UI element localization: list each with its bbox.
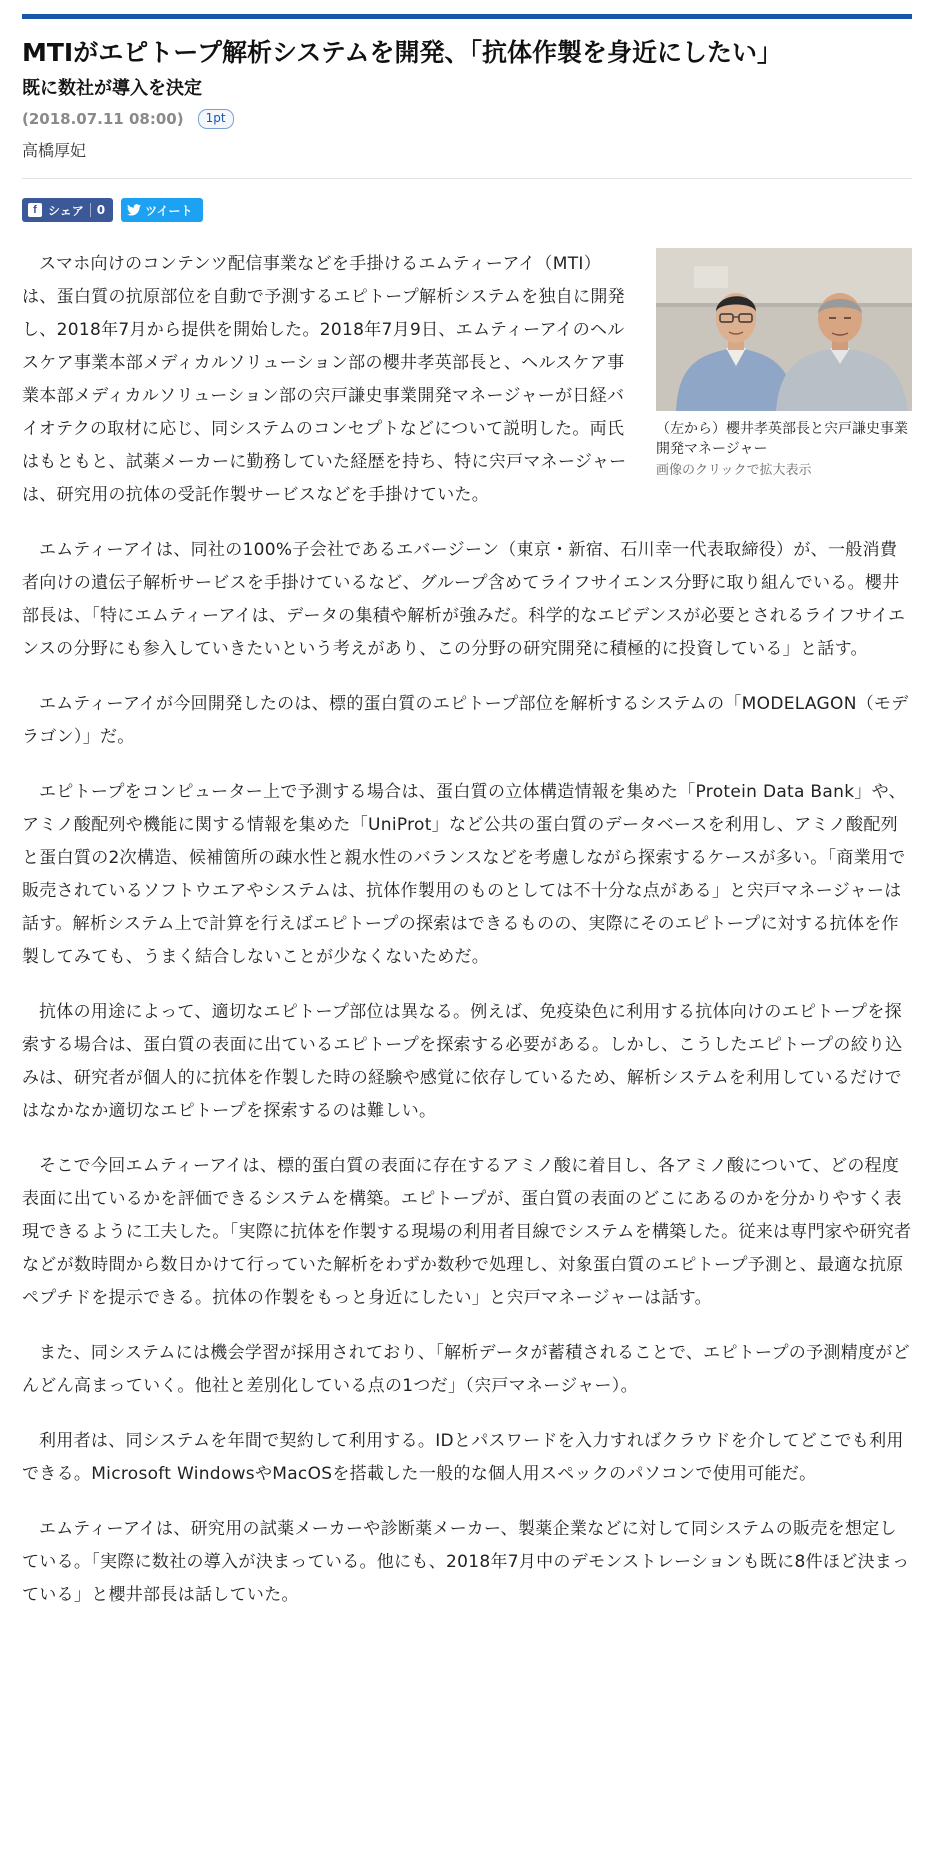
- meta-divider: [22, 178, 912, 179]
- body-paragraph: エムティーアイは、同社の100%子会社であるエバージーン（東京・新宿、石川幸一代表取締役）が、一般消費者向けの遺伝子解析サービスを手掛けているなど、グループ含めてライフサイエンス分野に取り組んでいる。櫻井部長は、「特にエムティーアイは、データの集積や解析が強みだ。科学的なエビデンスが必要とされるライフサイエンスの分野にも参入していきたいという考えがあり、この分野の研究開発に積極的に投資している」と話す。: [22, 540, 906, 659]
- enlarge-hint[interactable]: 画像のクリックで拡大表示: [656, 463, 812, 478]
- twitter-bird-icon: [127, 204, 141, 216]
- body-paragraph: 利用者は、同システムを年間で契約して利用する。IDとパスワードを入力すればクラウドを介してどこでも利用できる。Microsoft WindowsやMacOSを搭載した一般的な個人用スペックのパソコンで使用可能だ。: [22, 1431, 904, 1484]
- article-subheadline: 既に数社が導入を決定: [22, 78, 202, 99]
- body-paragraph: エピトープをコンピューター上で予測する場合は、蛋白質の立体構造情報を集めた「Protein Data Bank」や、アミノ酸配列や機能に関する情報を集めた「UniProt」など公共の蛋白質のデータベースを利用し、アミノ酸配列と蛋白質の2次構造、候補箇所の疎水性と親水性のバランスなどを考慮しながら探索するケースが多い。「商業用で販売されているソフトウエアやシステムは、抗体作製用のものとしては不十分な点がある」と宍戸マネージャーは話す。解析システム上で計算を行えばエピトープの探索はできるものの、実際にそのエピトープに対する抗体を作製してみても、うまく結合しないことが少なくないためだ。: [22, 782, 906, 967]
- points-badge[interactable]: 1pt: [198, 109, 234, 129]
- body-paragraph: そこで今回エムティーアイは、標的蛋白質の表面に存在するアミノ酸に着目し、各アミノ酸について、どの程度表面に出ているかを評価できるシステムを構築。エピトープが、蛋白質の表面のどこにあるのかを分かりやすく表現できるように工夫した。「実際に抗体を作製する現場の利用者目線でシステムを構築した。従来は専門家や研究者などが数時間から数日かけて行っていた解析をわずか数秒で処理し、対象蛋白質のエピトープ予測と、最適な抗原ペプチドを提示できる。抗体の作製をもっと身近にしたい」と宍戸マネージャーは話す。: [22, 1156, 912, 1308]
- photo-caption: （左から）櫻井孝英部長と宍戸謙史事業開発マネージャー: [656, 421, 908, 457]
- author-name[interactable]: 高橋厚妃: [22, 141, 87, 160]
- body-paragraph: エムティーアイが今回開発したのは、標的蛋白質のエピトープ部位を解析するシステムの「MODELAGON（モデラゴン）」だ。: [22, 694, 909, 747]
- facebook-share-label: シェア: [48, 203, 84, 218]
- twitter-tweet-label: ツイート: [145, 203, 193, 218]
- body-paragraph: また、同システムには機会学習が採用されており、「解析データが蓄積されることで、エピトープの予測精度がどんどん高まっていく。他社と差別化している点の1つだ」（宍戸マネージャー）。: [22, 1343, 910, 1396]
- twitter-tweet-button[interactable]: [121, 198, 202, 222]
- facebook-share-button[interactable]: [22, 198, 113, 222]
- body-paragraph: スマホ向けのコンテンツ配信事業などを手掛けるエムティーアイ（MTI）は、蛋白質の抗原部位を自動で予測するエピトープ解析システムを独自に開発し、2018年7月から提供を開始した。2018年7月9日、エムティーアイのヘルスケア事業本部メディカルソリューション部の櫻井孝英部長と、ヘルスケア事業本部メディカルソリューション部の宍戸謙史事業開発マネージャーが日経バイオテクの取材に応じ、同システムのコンセプトなどについて説明した。両氏はもともと、試薬メーカーに勤務していた経歴を持ち、特に宍戸マネージャーは、研究用の抗体の受託作製サービスなどを手掛けていた。: [22, 254, 627, 505]
- facebook-share-count: 0: [90, 203, 105, 217]
- article-headline: MTIがエピトープ解析システムを開発、「抗体作製を身近にしたい」: [22, 38, 782, 67]
- body-paragraph: エムティーアイは、研究用の試薬メーカーや診断薬メーカー、製薬企業などに対して同システムの販売を想定している。「実際に数社の導入が決まっている。他にも、2018年7月中のデモンストレーションも既に8件ほど決まっている」と櫻井部長は話していた。: [22, 1519, 910, 1605]
- share-buttons: [22, 198, 203, 222]
- body-paragraph: 抗体の用途によって、適切なエピトープ部位は異なる。例えば、免疫染色に利用する抗体向けのエピトープを探索する場合は、蛋白質の表面に出ているエピトープを探索する必要がある。しかし、こうしたエピトープの絞り込みは、研究者が個人的に抗体を作製した時の経験や感覚に依存しているため、解析システムを利用しているだけではなかなか適切なエピトープを探索するのは難しい。: [22, 1002, 903, 1121]
- header-rule: [22, 14, 912, 19]
- article-meta: [22, 108, 234, 130]
- article-body: [22, 248, 912, 1612]
- publish-date: (2018.07.11 08:00): [22, 110, 184, 128]
- facebook-icon: f: [28, 203, 42, 217]
